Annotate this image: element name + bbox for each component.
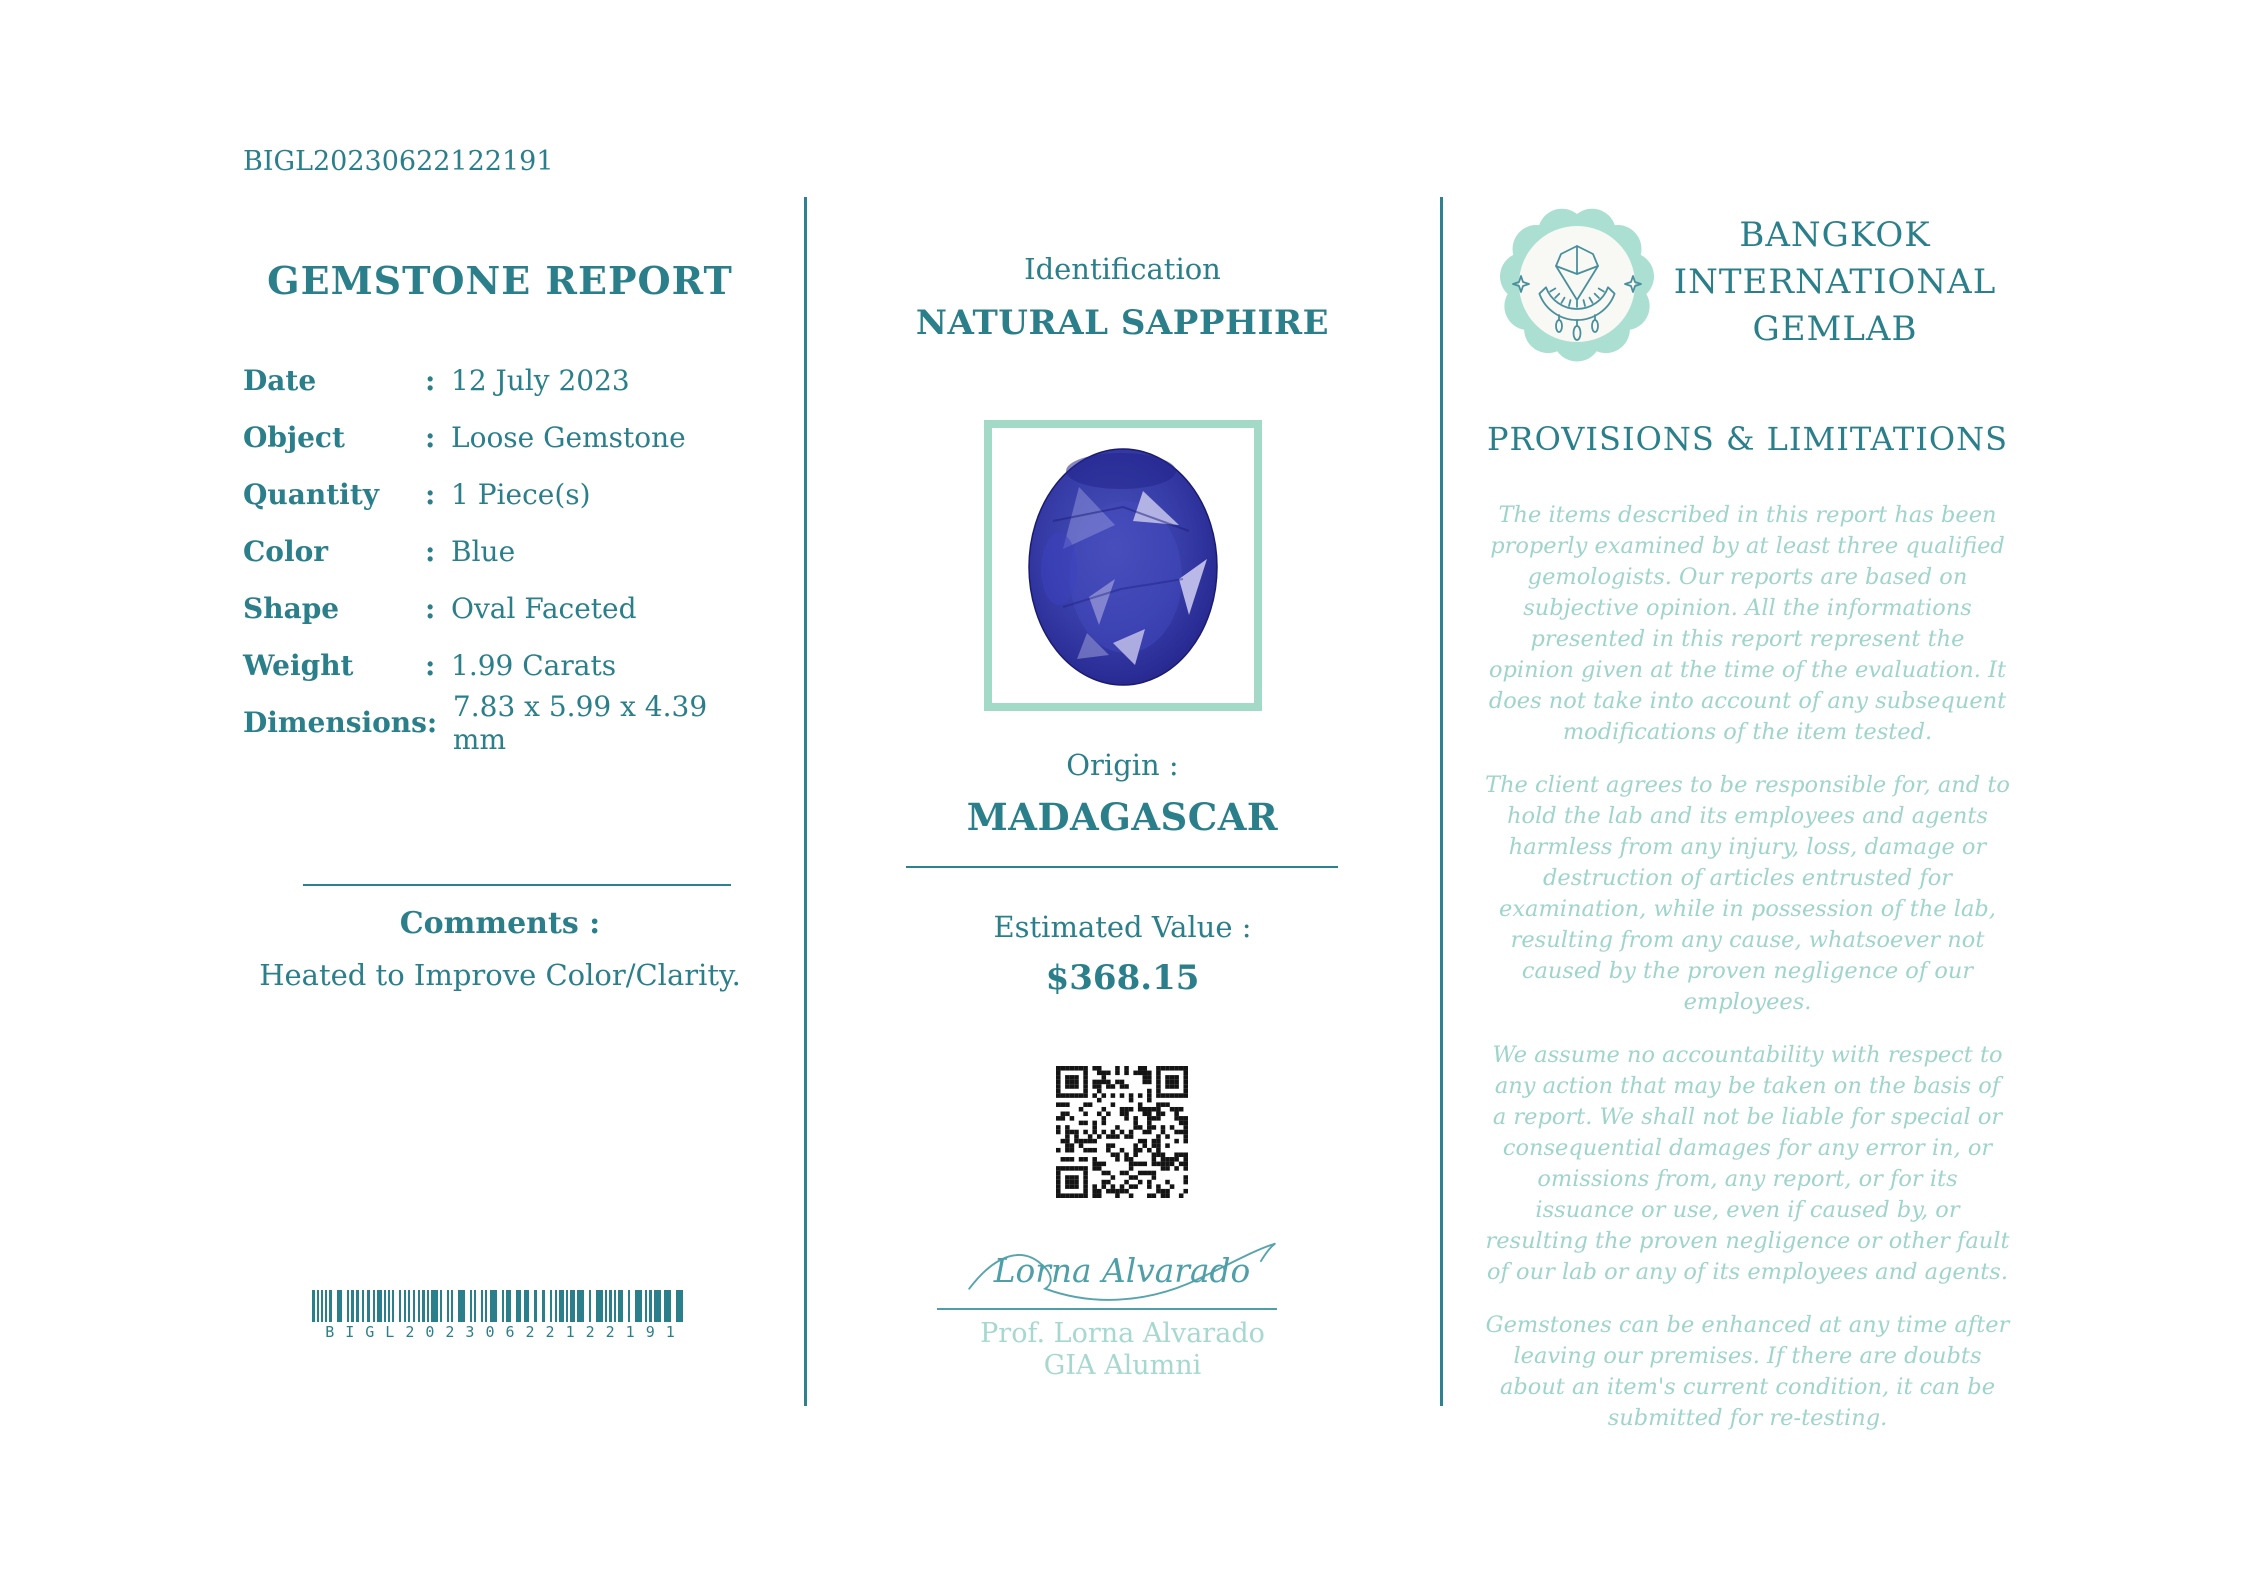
barcode-bars bbox=[310, 1290, 690, 1322]
estimated-value-heading: Estimated Value : bbox=[993, 910, 1252, 944]
origin-heading: Origin : bbox=[1066, 748, 1179, 782]
signature-name-text: Lorna Alvarado bbox=[993, 1251, 1251, 1290]
field-colon: : bbox=[426, 706, 438, 739]
field-value: 1 Piece(s) bbox=[451, 478, 591, 511]
comments-heading: Comments : bbox=[399, 906, 601, 941]
field-value: Blue bbox=[451, 535, 516, 568]
provisions-paragraph: The items described in this report has been properly examined by at least three qualified gemologists. Our reports are based on subjective opinion. All the informations presented in this report represent the opinion given at the time of the evaluation. It does not take into account of any subsequent modifications of the item tested. bbox=[1488, 502, 2007, 745]
field-colon: : bbox=[425, 478, 436, 511]
comments-text: Heated to Improve Color/Clarity. bbox=[259, 958, 741, 992]
provisions-paragraph: Gemstones can be enhanced at any time after leaving our premises. If there are doubts about an item's current condition, it can be submitted for re-testing. bbox=[1485, 1312, 2010, 1431]
field-label: Dimensions bbox=[243, 706, 427, 739]
field-value: 12 July 2023 bbox=[451, 364, 630, 397]
signature-script bbox=[937, 1230, 1307, 1312]
field-row-dimensions bbox=[243, 689, 760, 756]
lab-name-line: INTERNATIONAL bbox=[1673, 262, 1997, 302]
field-row-color bbox=[243, 523, 760, 580]
field-colon: : bbox=[425, 592, 436, 625]
field-label: Shape bbox=[243, 592, 340, 625]
sapphire-photo bbox=[993, 429, 1253, 702]
field-label: Weight bbox=[243, 649, 354, 682]
field-label: Quantity bbox=[243, 478, 380, 511]
lab-name-line: GEMLAB bbox=[1752, 309, 1918, 349]
comments-divider bbox=[303, 884, 731, 886]
value-divider bbox=[906, 866, 1338, 868]
estimated-value: $368.15 bbox=[1045, 958, 1200, 998]
gemlab-logo-badge bbox=[1497, 198, 1657, 370]
field-row-date bbox=[243, 352, 760, 409]
field-label: Date bbox=[243, 364, 317, 397]
field-row-object bbox=[243, 409, 760, 466]
field-row-weight bbox=[243, 637, 760, 694]
gem-attributes-list bbox=[243, 352, 760, 756]
gem-details-column bbox=[240, 0, 760, 1586]
barcode bbox=[240, 1290, 760, 1341]
provisions-paragraph: The client agrees to be responsible for, and to hold the lab and its employees and agents harmless from any injury, loss, damage or destruction of articles entrusted for examination, while in possession of the lab, resulting from any cause, whatsoever not caused by the proven negligence of our employees. bbox=[1485, 772, 2010, 1015]
signer-title: GIA Alumni bbox=[1043, 1350, 1202, 1381]
field-value: 7.83 x 5.99 x 4.39 mm bbox=[452, 689, 708, 756]
provisions-heading: PROVISIONS & LIMITATIONS bbox=[1487, 420, 2008, 458]
identification-value: NATURAL SAPPHIRE bbox=[915, 303, 1330, 343]
signature-line bbox=[937, 1308, 1277, 1310]
lab-name bbox=[1670, 212, 2000, 353]
field-label: Object bbox=[243, 421, 345, 454]
field-value: Oval Faceted bbox=[451, 592, 637, 625]
column-divider-left bbox=[804, 197, 807, 1406]
provisions-text bbox=[1485, 500, 2010, 1434]
lab-provisions-column bbox=[1485, 0, 2010, 1586]
field-row-shape bbox=[243, 580, 760, 637]
identification-heading: Identification bbox=[1024, 252, 1221, 286]
field-value: Loose Gemstone bbox=[451, 421, 686, 454]
gem-photo-frame bbox=[984, 420, 1262, 711]
barcode-text: BIGL20230622122191 bbox=[325, 1323, 686, 1341]
column-divider-right bbox=[1440, 197, 1443, 1406]
qr-code bbox=[1056, 1066, 1188, 1198]
origin-value: MADAGASCAR bbox=[966, 795, 1279, 839]
field-value: 1.99 Carats bbox=[451, 649, 617, 682]
signer-name: Prof. Lorna Alvarado bbox=[980, 1318, 1265, 1349]
provisions-paragraph: We assume no accountability with respect to any action that may be taken on the basis of a report. We shall not be liable for special or consequential damages for any error in, or omissions from, any report, or for its issuance or use, even if caused by, or resulting the proven negligence or other fault of our lab or any of its employees and agents. bbox=[1485, 1042, 2010, 1285]
report-number: BIGL20230622122191 bbox=[243, 146, 554, 177]
gemstone-report-title: GEMSTONE REPORT bbox=[267, 258, 733, 303]
field-colon: : bbox=[425, 649, 436, 682]
identification-column bbox=[810, 0, 1435, 1586]
field-colon: : bbox=[425, 364, 436, 397]
field-row-quantity bbox=[243, 466, 760, 523]
field-colon: : bbox=[425, 535, 436, 568]
field-colon: : bbox=[425, 421, 436, 454]
lab-name-line: BANGKOK bbox=[1739, 215, 1931, 255]
field-label: Color bbox=[243, 535, 329, 568]
